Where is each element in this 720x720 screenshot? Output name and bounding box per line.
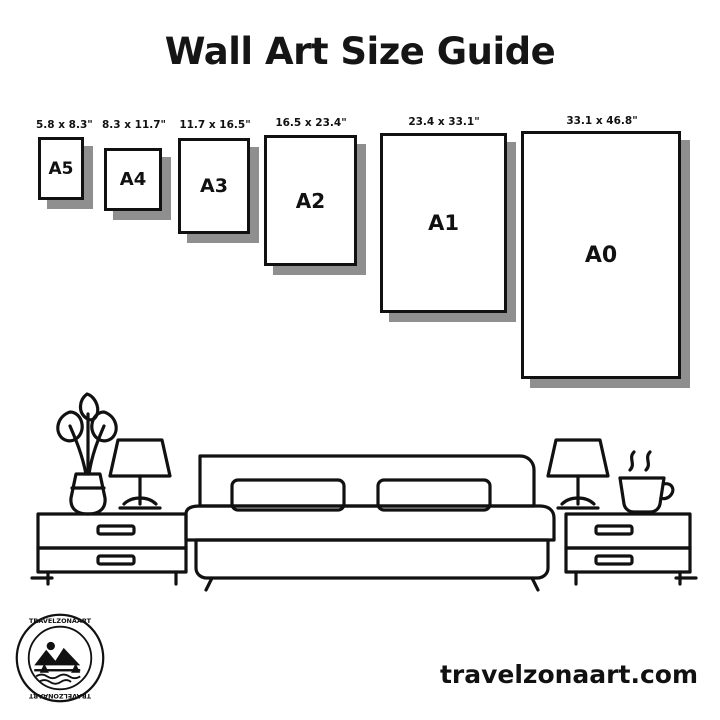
frame-dimension-a2: 16.5 x 23.4" [275,117,347,129]
frame-a3[interactable] [178,138,250,234]
frame-dimension-a4: 8.3 x 11.7" [101,119,167,131]
frame-dimension-a3: 11.7 x 16.5" [179,119,251,131]
frame-box [521,131,681,379]
right-nightstand [566,514,690,584]
left-nightstand [38,514,186,584]
frame-label: A4 [119,169,147,190]
frame-box [264,135,357,266]
frame-label: A0 [584,242,618,268]
frame-a2[interactable] [264,135,357,266]
frame-dimension-a1: 23.4 x 33.1" [408,116,480,128]
page-title: Wall Art Size Guide [164,30,556,73]
coffee-cup [620,452,673,512]
frame-a0[interactable] [521,131,681,379]
frame-a1[interactable] [380,133,507,313]
bedroom-scene [0,378,720,608]
logo-text-top: TRAVELZONAART [29,617,91,626]
frame-box [178,138,250,234]
right-table-lamp [548,440,608,508]
left-table-lamp [110,440,170,508]
brand-logo[interactable] [14,612,106,704]
logo-text-bottom: TRAVELZONAART [29,691,91,700]
frame-label: A1 [428,211,459,235]
frame-label: A3 [200,175,228,197]
bed [186,456,554,590]
frame-dimension-a5: 5.8 x 8.3" [36,119,93,131]
frame-a4-body [104,148,162,211]
frame-dimension-a0: 33.1 x 46.8" [566,115,638,127]
website-url[interactable]: travelzonaart.com [439,660,698,689]
frame-a5[interactable] [38,137,84,200]
frame-box [38,137,84,200]
plant-vase [58,394,116,514]
frame-label: A2 [295,188,326,213]
frame-label: A5 [48,158,74,179]
frame-box [380,133,507,313]
